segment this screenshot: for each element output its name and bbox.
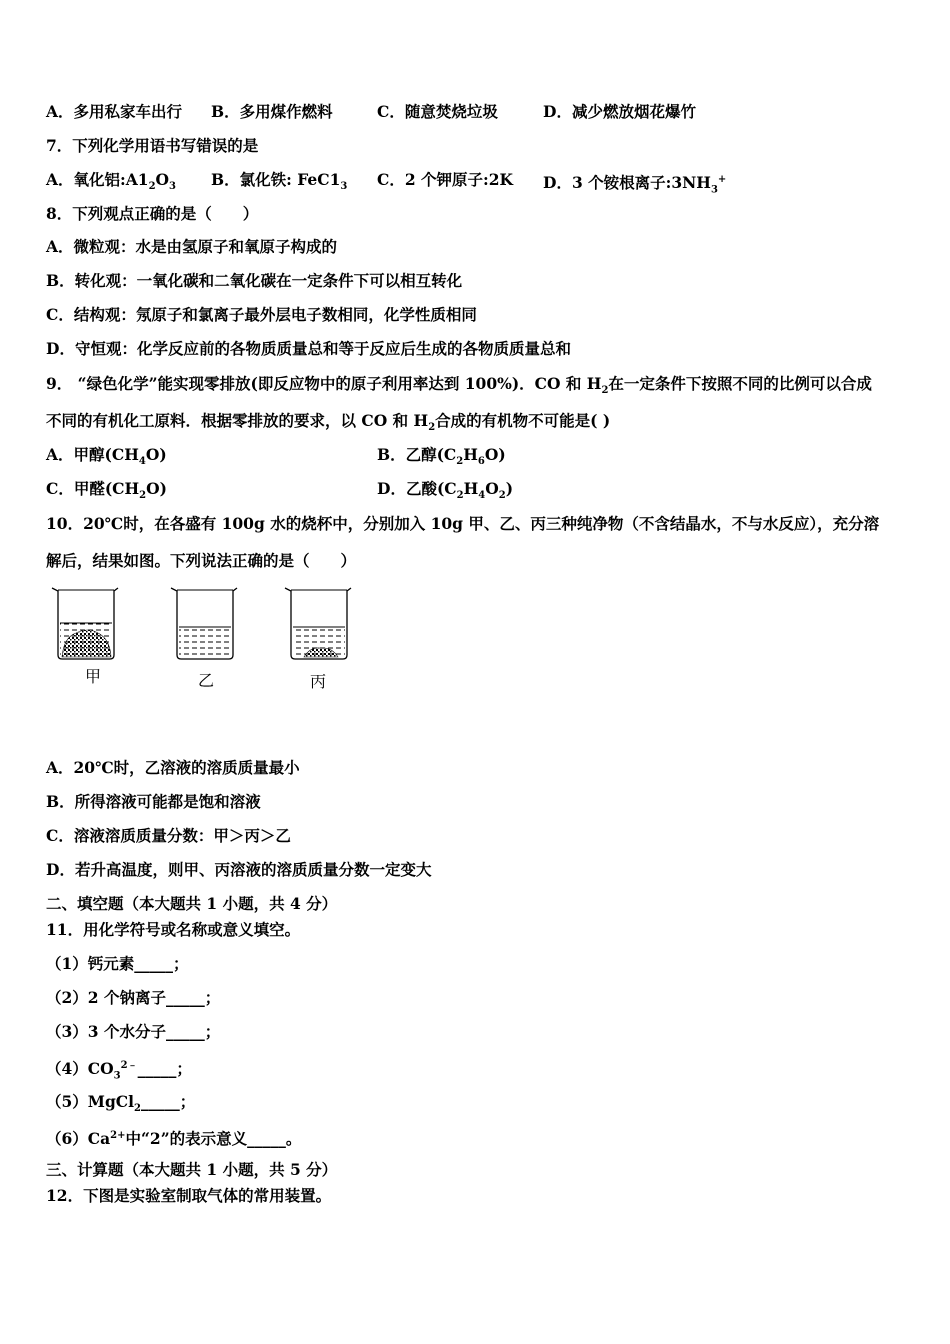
q11-part-4: $(4)CO_3^{2﹣}\_\_\_\_\_$；	[46, 1059, 192, 1082]
q6-option-a: A．多用私家车出行	[46, 102, 183, 121]
q12-stem: 12．下图是实验室制取气体的常用装置。	[46, 1186, 332, 1205]
q9-option-b: B．乙醇$(C_2H_6O)$	[377, 445, 506, 468]
q11-part-3: （3）3 个水分子_____；	[46, 1022, 221, 1041]
q9-option-c: C．甲醛$(CH_2O)$	[46, 479, 167, 502]
beaker-yi	[171, 588, 237, 659]
q9-option-a: A．甲醇$(CH_4O)$	[46, 445, 167, 468]
beaker-jia	[52, 588, 118, 659]
q8-option-a: A．微粒观：水是由氢原子和氧原子构成的	[46, 237, 338, 256]
q8-option-d: D．守恒观：化学反应前的各物质质量总和等于反应后生成的各物质质量总和	[46, 339, 571, 358]
q7-stem: 7．下列化学用语书写错误的是	[46, 136, 259, 155]
q6-option-c: C．随意焚烧垃圾	[377, 102, 498, 121]
section-2-heading: 二、填空题（本大题共 1 小题，共 4 分）	[46, 894, 338, 913]
q11-stem: 11．用化学符号或名称或意义填空。	[46, 920, 301, 939]
q10-option-b: B．所得溶液可能都是饱和溶液	[46, 792, 261, 811]
q8-option-b: B．转化观：一氧化碳和二氧化碳在一定条件下可以相互转化	[46, 271, 463, 290]
q11-part-1: （1）钙元素_____；	[46, 954, 189, 973]
q7-option-b: B．氯化铁: $FeC1_3$	[211, 170, 348, 193]
q7-option-d: D．3 个铵根离子$:3NH_3^+$	[543, 173, 727, 196]
beaker-bing	[285, 588, 351, 659]
q10-option-d: D．若升高温度，则甲、丙溶液的溶质质量分数一定变大	[46, 860, 432, 879]
q11-part-6: $(6)Ca^{2+}$中“2”的表示意义_____。	[46, 1129, 302, 1149]
q9-stem-line2: 不同的有机化工原料．根据零排放的要求，以 CO 和 $H_2$合成的有机物不可能是( )	[46, 411, 611, 434]
q8-stem: 8．下列观点正确的是（ ）	[46, 204, 259, 223]
beaker-label-jia: 甲	[85, 667, 102, 686]
q7-option-c: C．2 个钾原子:2K	[377, 170, 513, 189]
q9-options-row1	[46, 445, 506, 472]
q10-stem-line2: 解后，结果如图。下列说法正确的是（ ）	[46, 551, 357, 570]
q10-stem-line1: 10．20℃时，在各盛有 100g 水的烧杯中，分别加入 10g 甲、乙、丙三种纯净物（不含结晶水，不与水反应），充分溶	[46, 514, 880, 533]
section-3-heading: 三、计算题（本大题共 1 小题，共 5 分）	[46, 1160, 338, 1179]
q10-option-c: C．溶液溶质质量分数：甲＞丙＞乙	[46, 826, 291, 845]
q7-option-a: A．氧化铝$:A1_2O_3$	[46, 170, 177, 193]
q6-option-d: D．减少燃放烟花爆竹	[543, 102, 696, 121]
q6-option-b: B．多用煤作燃料	[211, 102, 333, 121]
q6-options	[46, 102, 696, 122]
beaker-label-yi: 乙	[198, 671, 215, 690]
q11-part-5: （5）MgCl$_2$_____；	[46, 1092, 196, 1115]
beaker-label-bing: 丙	[310, 672, 327, 691]
q9-stem-line1: 9． “绿色化学”能实现零排放(即反应物中的原子利用率达到 100%)．CO 和 $H_2$在一定条件下按照不同的比例可以合成	[46, 374, 872, 397]
q9-option-d: D．乙酸$(C_2H_4O_2)$	[377, 479, 514, 502]
q11-part-2: （2）2 个钠离子_____；	[46, 988, 221, 1007]
q8-option-c: C．结构观：氖原子和氯离子最外层电子数相同，化学性质相同	[46, 305, 477, 324]
q7-options	[46, 170, 727, 197]
q10-option-a: A．20℃时，乙溶液的溶质质量最小	[46, 758, 300, 777]
q9-options-row2	[46, 479, 514, 506]
